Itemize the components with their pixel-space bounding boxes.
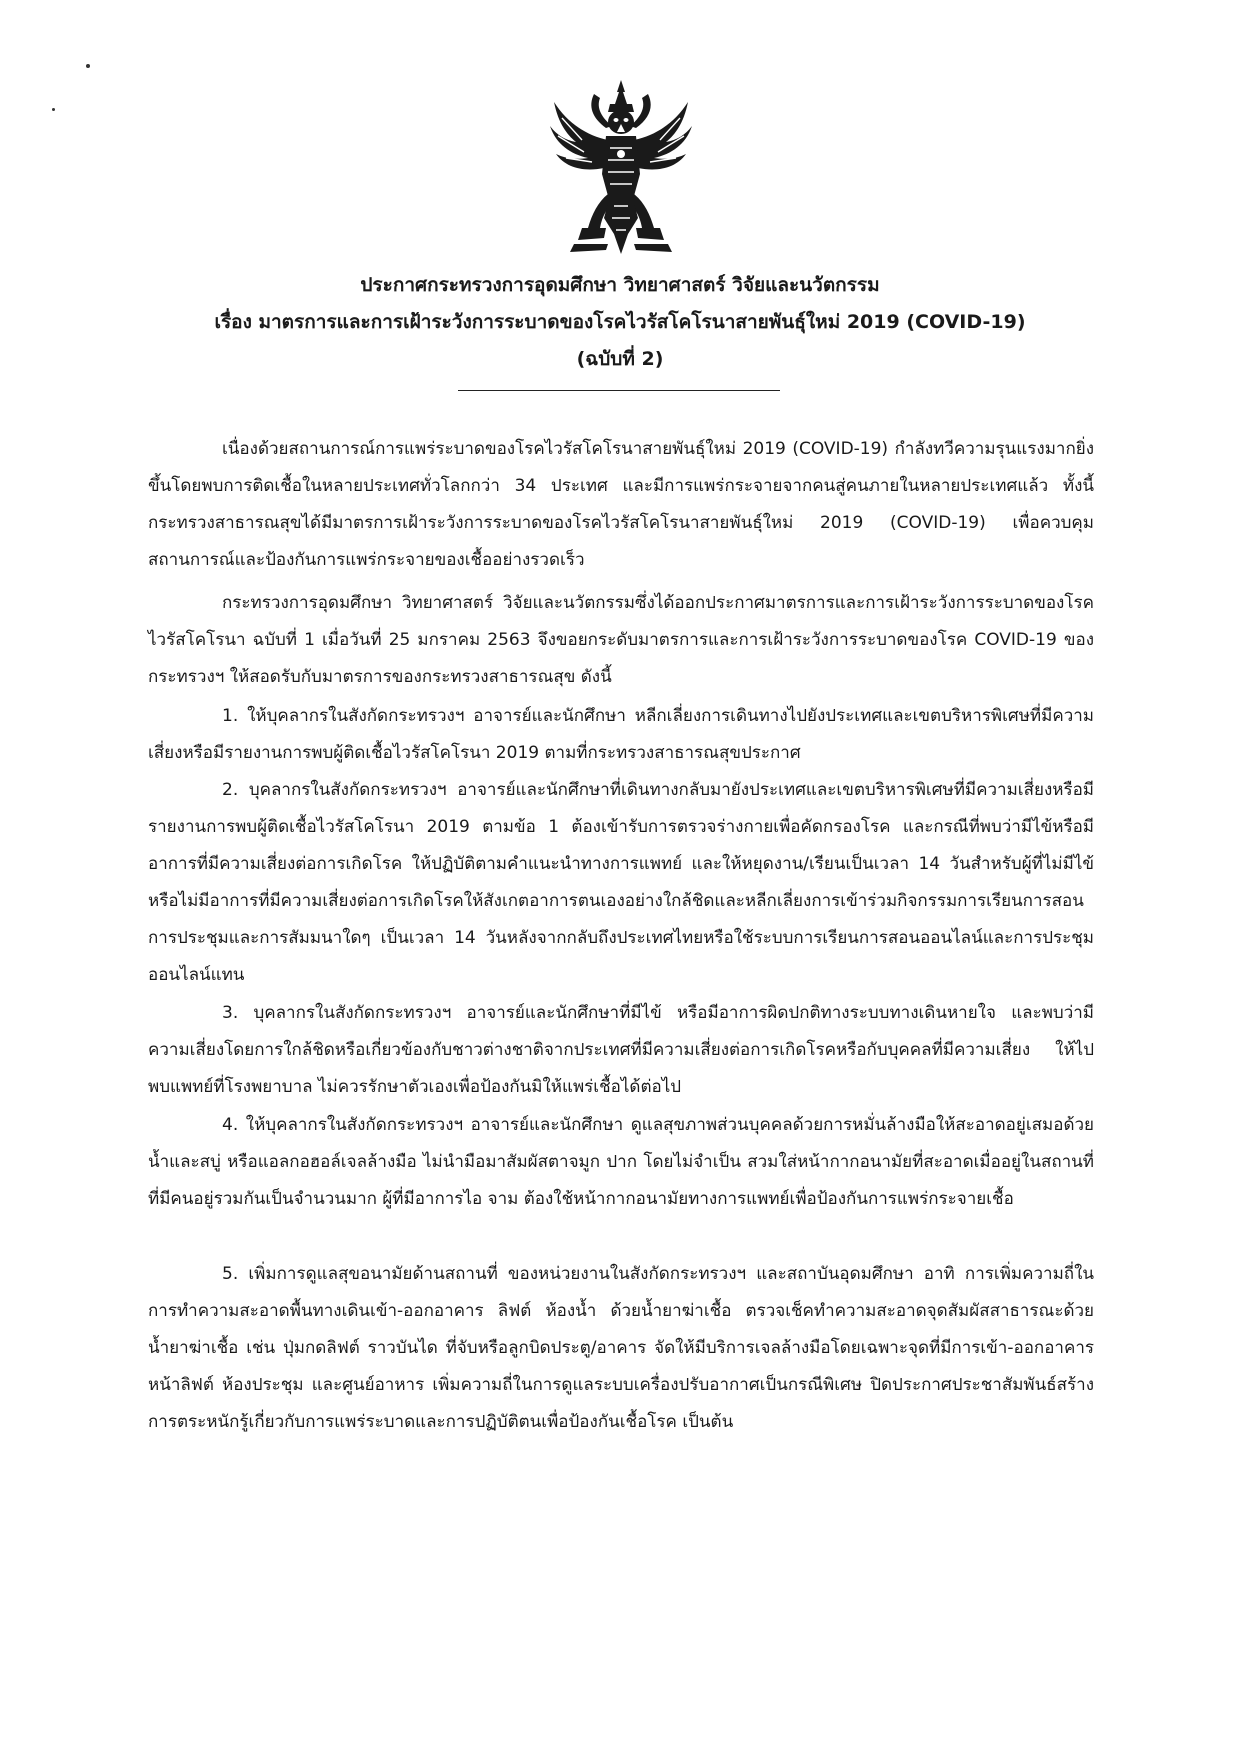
intro-paragraph: เนื่องด้วยสถานการณ์การแพร่ระบาดของโรคไวรัสโคโรนาสายพันธุ์ใหม่ 2019 (COVID-19) กำลังทวีความรุนแรงมากยิ่งขึ้นโดยพบการติดเชื้อในหลายประเทศทั่วโลกกว่า 34 ประเทศ และมีการแพร่กระจายจากคนสู่คนภายในหลายประเทศแล้ว ทั้งนี้ กระทรวงสาธารณสุขได้มีมาตรการเฝ้าระวังการระบาดของโรคไวรัสโคโรนาสายพันธุ์ใหม่ 2019 (COVID-19) เพื่อควบคุมสถานการณ์และป้องกันการแพร่กระจายของเชื้ออย่างรวดเร็ว bbox=[148, 439, 1094, 570]
measures-intro-paragraph: กระทรวงการอุดมศึกษา วิทยาศาสตร์ วิจัยและนวัตกรรมซึ่งได้ออกประกาศมาตรการและการเฝ้าระวังการระบาดของโรคไวรัสโคโรนา ฉบับที่ 1 เมื่อวันที่ 25 มกราคม 2563 จึงขอยกระดับมาตรการและการเฝ้าระวังการระบาดของโรค COVID-19 ของกระทรวงฯ ให้สอดรับกับมาตรการของกระทรวงสาธารณสุข ดังนี้ bbox=[148, 593, 1094, 687]
edition-heading: (ฉบับที่ 2) bbox=[576, 348, 664, 370]
scan-speck bbox=[52, 108, 55, 111]
measure-item-4: 4. ให้บุคลากรในสังกัดกระทรวงฯ อาจารย์และนักศึกษา ดูแลสุขภาพส่วนบุคคลด้วยการหมั่นล้างมือให้สะอาดอยู่เสมอด้วยน้ำและสบู่ หรือแอลกอฮอล์เจลล้างมือ ไม่นำมือมาสัมผัสตาจมูก ปาก โดยไม่จำเป็น สวมใส่หน้ากากอนามัยที่สะอาดเมื่ออยู่ในสถานที่ที่มีคนอยู่รวมกันเป็นจำนวนมาก ผู้ที่มีอาการไอ จาม ต้องใช้หน้ากากอนามัยทางการแพทย์เพื่อป้องกันการแพร่กระจายเชื้อ bbox=[148, 1115, 1094, 1209]
heading-divider bbox=[458, 390, 780, 391]
scan-speck bbox=[86, 64, 90, 68]
announcement-heading: ประกาศกระทรวงการอุดมศึกษา วิทยาศาสตร์ วิจัยและนวัตกรรม bbox=[360, 274, 880, 296]
measure-item-5: 5. เพิ่มการดูแลสุขอนามัยด้านสถานที่ ของหน่วยงานในสังกัดกระทรวงฯ และสถาบันอุดมศึกษา อาทิ การเพิ่มความถี่ในการทำความสะอาดพื้นทางเดินเข้า-ออกอาคาร ลิฟต์ ห้องน้ำ ด้วยน้ำยาฆ่าเชื้อ ตรวจเช็คทำความสะอาดจุดสัมผัสสาธารณะด้วยน้ำยาฆ่าเชื้อ เช่น ปุ่มกดลิฟต์ ราวบันได ที่จับหรือลูกบิดประตู/อาคาร จัดให้มีบริการเจลล้างมือโดยเฉพาะจุดที่มีการเข้า-ออกอาคาร หน้าลิฟต์ ห้องประชุม และศูนย์อาหาร เพิ่มความถี่ในการดูแลระบบเครื่องปรับอากาศเป็นกรณีพิเศษ ปิดประกาศประชาสัมพันธ์สร้างการตระหนักรู้เกี่ยวกับการแพร่ระบาดและการปฏิบัติตนเพื่อป้องกันเชื้อโรค เป็นต้น bbox=[148, 1264, 1094, 1432]
measure-item-3: 3. บุคลากรในสังกัดกระทรวงฯ อาจารย์และนักศึกษาที่มีไข้ หรือมีอาการผิดปกติทางระบบทางเดินหายใจ และพบว่ามีความเสี่ยงโดยการใกล้ชิดหรือเกี่ยวข้องกับชาวต่างชาติจากประเทศที่มีความเสี่ยงต่อการเกิดโรคหรือกับบุคคลที่มีความเสี่ยง ให้ไปพบแพทย์ที่โรงพยาบาล ไม่ควรรักษาตัวเองเพื่อป้องกันมิให้แพร่เชื้อได้ต่อไป bbox=[148, 1003, 1094, 1097]
garuda-emblem-icon bbox=[548, 78, 694, 264]
subject-heading: เรื่อง มาตรการและการเฝ้าระวังการระบาดของโรคไวรัสโคโรนาสายพันธุ์ใหม่ 2019 (COVID-19) bbox=[214, 311, 1026, 333]
measure-item-2: 2. บุคลากรในสังกัดกระทรวงฯ อาจารย์และนักศึกษาที่เดินทางกลับมายังประเทศและเขตบริหารพิเศษที่มีความเสี่ยงหรือมีรายงานการพบผู้ติดเชื้อไวรัสโคโรนา 2019 ตามข้อ 1 ต้องเข้ารับการตรวจร่างกายเพื่อคัดกรองโรค และกรณีที่พบว่ามีไข้หรือมีอาการที่มีความเสี่ยงต่อการเกิดโรค ให้ปฏิบัติตามคำแนะนำทางการแพทย์ และให้หยุดงาน/เรียนเป็นเวลา 14 วันสำหรับผู้ที่ไม่มีไข้ หรือไม่มีอาการที่มีความเสี่ยงต่อการเกิดโรคให้สังเกตอาการตนเองอย่างใกล้ชิดและหลีกเลี่ยงการเข้าร่วมกิจกรรมการเรียนการสอน การประชุมและการสัมมนาใดๆ เป็นเวลา 14 วันหลังจากกลับถึงประเทศไทยหรือใช้ระบบการเรียนการสอนออนไลน์และการประชุมออนไลน์แทน bbox=[148, 780, 1094, 985]
measure-item-1: 1. ให้บุคลากรในสังกัดกระทรวงฯ อาจารย์และนักศึกษา หลีกเลี่ยงการเดินทางไปยังประเทศและเขตบริหารพิเศษที่มีความเสี่ยงหรือมีรายงานการพบผู้ติดเชื้อไวรัสโคโรนา 2019 ตามที่กระทรวงสาธารณสุขประกาศ bbox=[148, 706, 1094, 763]
